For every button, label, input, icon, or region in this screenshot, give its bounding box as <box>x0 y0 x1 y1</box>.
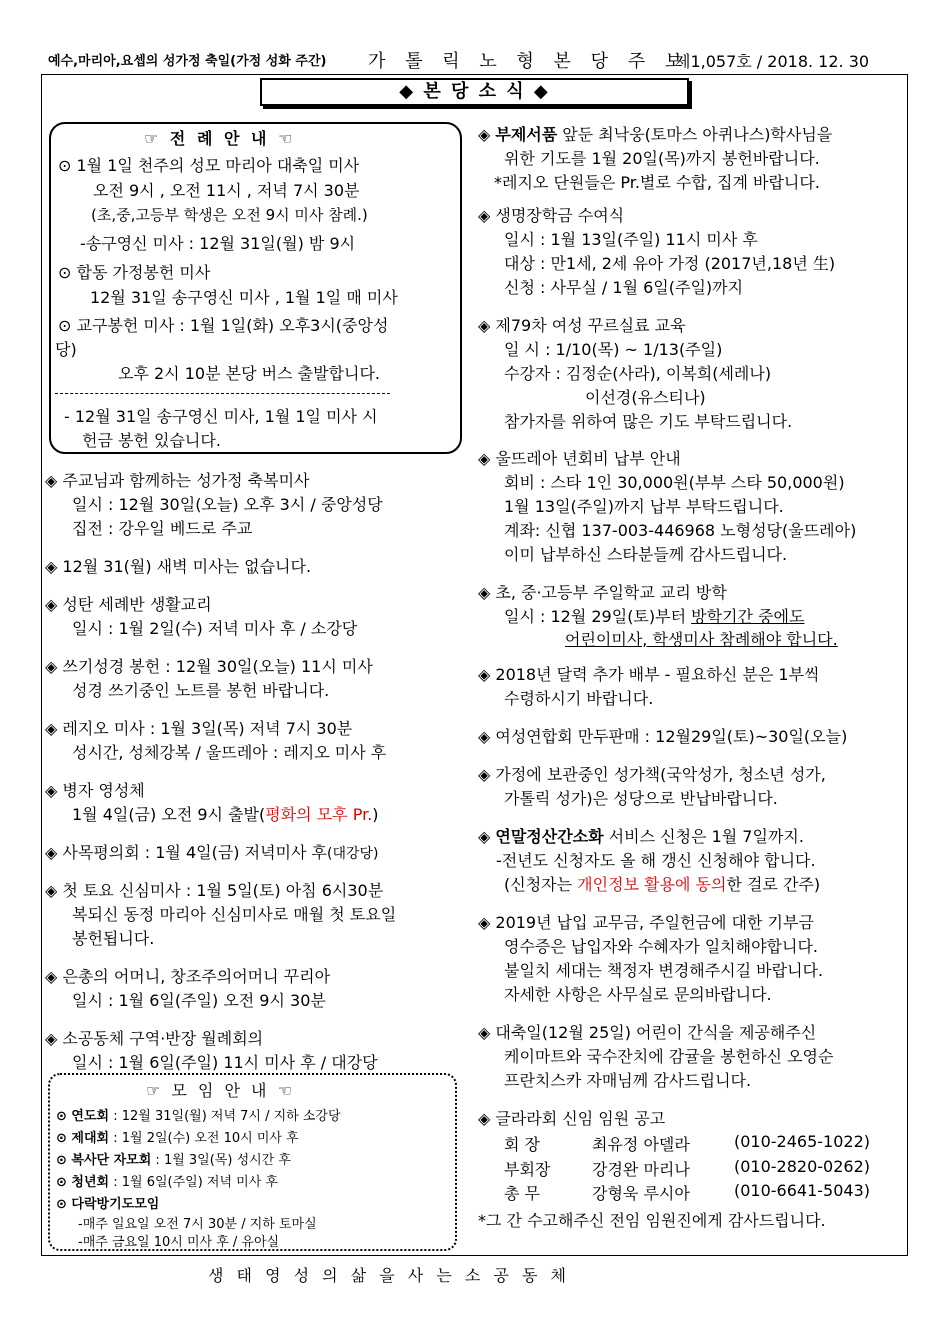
notice-title: ◈ 연말정산간소화 서비스 신청은 1월 7일까지. <box>478 827 804 846</box>
notice-text: -전년도 신청자도 올 해 갱신 신청해야 합니다. <box>496 851 816 870</box>
notice-title: ◈ 주교님과 함께하는 성가정 축복미사 <box>45 471 310 490</box>
notice-text: 이미 납부하신 스타분들께 감사드립니다. <box>504 545 788 564</box>
officer-phone: (010-2820-0262) <box>734 1157 871 1176</box>
notice-title: ◈ 은총의 어머니, 창조주의어머니 꾸리아 <box>45 967 331 986</box>
meetings-title: ☞ 모 임 안 내 ☜ <box>146 1081 295 1100</box>
notice-text: 일시 : 1월 6일(주일) 오전 9시 30분 <box>72 991 326 1010</box>
notice-title: ◈ 사목평의회 : 1월 4일(금) 저녁미사 후(대강당) <box>45 843 379 862</box>
notice-title: ◈ 소공동체 구역·반장 월례회의 <box>45 1029 264 1048</box>
notice-text: *레지오 단원들은 Pr.별로 수합, 집계 바랍니다. <box>494 173 820 192</box>
notice-text: 불일치 세대는 책정자 변경해주시길 바랍니다. <box>504 961 824 980</box>
notice-title: ◈ 레지오 미사 : 1월 3일(목) 저녁 7시 30분 <box>45 719 353 738</box>
liturgy-line: - 12월 31일 송구영신 미사, 1월 1일 미사 시 <box>64 407 378 426</box>
notice-text: 어린이미사, 학생미사 참례해야 합니다. <box>565 630 838 649</box>
notice-text: 자세한 사항은 사무실로 문의바랍니다. <box>504 985 772 1004</box>
liturgy-line: 헌금 봉헌 있습니다. <box>82 431 221 450</box>
issue-number: 제1,057호 / 2018. 12. 30 <box>675 52 870 71</box>
officer-name: 강형욱 루시아 <box>592 1184 690 1203</box>
notice-text: 일시 : 1월 6일(주일) 11시 미사 후 / 대강당 <box>72 1053 378 1072</box>
notice-text: 성시간, 성체강복 / 울뜨레아 : 레지오 미사 후 <box>72 743 387 762</box>
notice-text: 이선경(유스티나) <box>585 388 706 407</box>
notice-text: 위한 기도를 1월 20일(목)까지 봉헌바랍니다. <box>504 149 820 168</box>
notice-title: ◈ 성탄 세례반 생활교리 <box>45 595 212 614</box>
liturgy-line: ⊙ 1월 1일 천주의 성모 마리아 대축일 미사 <box>58 156 360 175</box>
notice-text: 대상 : 만1세, 2세 유아 가정 (2017년,18년 生) <box>504 254 836 273</box>
notice-text: 일시 : 12월 29일(토)부터 방학기간 중에도 <box>504 607 805 626</box>
notice-title: ◈ 대축일(12월 25일) 어린이 간식을 제공해주신 <box>478 1023 817 1042</box>
notice-text: 계좌: 신협 137-003-446968 노형성당(울뜨레아) <box>504 521 857 540</box>
liturgy-line: 오전 9시 , 오전 11시 , 저녁 7시 30분 <box>93 181 360 200</box>
notice-title: ◈ 울뜨레아 년회비 납부 안내 <box>478 449 681 468</box>
notice-text: 가톨릭 성가)은 성당으로 반납바랍니다. <box>504 789 778 808</box>
notice-title: ◈ 글라라회 신임 임원 공고 <box>478 1109 666 1128</box>
officer-name: 최유정 아델라 <box>592 1135 690 1154</box>
liturgy-line: -송구영신 미사 : 12월 31일(월) 밤 9시 <box>80 234 356 253</box>
notice-title: ◈ 초, 중·고등부 주일학교 교리 방학 <box>478 583 727 602</box>
meeting-subitem: -매주 일요일 오전 7시 30분 / 지하 토마실 <box>78 1217 317 1232</box>
notice-text: 1월 4일(금) 오전 9시 출발(평화의 모후 Pr.) <box>72 805 379 824</box>
notice-text: 수령하시기 바랍니다. <box>504 689 654 708</box>
liturgy-line: ⊙ 합동 가정봉헌 미사 <box>58 263 211 282</box>
meeting-item: ⊙ 다락방기도모임 <box>56 1197 160 1212</box>
notice-text: 일시 : 1월 13일(주일) 11시 미사 후 <box>504 230 758 249</box>
notice-text: 신청 : 사무실 / 1월 6일(주일)까지 <box>504 278 744 297</box>
officer-phone: (010-2465-1022) <box>734 1132 871 1151</box>
liturgy-line: 12월 31일 송구영신 미사 , 1월 1일 매 미사 <box>90 288 398 307</box>
notice-title: ◈ 제79차 여성 꾸르실료 교육 <box>478 316 686 335</box>
bulletin-title: 가 톨 릭 노 형 본 당 주 보 <box>368 51 690 72</box>
meeting-subitem: -매주 금요일 10시 미사 후 / 유아실 <box>78 1235 280 1250</box>
notice-text: 회비 : 스타 1인 30,000원(부부 스타 50,000원) <box>504 473 845 492</box>
divider <box>55 393 390 394</box>
notice-text: 일 시 : 1/10(목) ~ 1/13(주일) <box>504 340 723 359</box>
notice-title: ◈ 첫 토요 신심미사 : 1월 5일(토) 아침 6시30분 <box>45 881 384 900</box>
feast-title: 예수,마리아,요셉의 성가정 축일(가정 성화 주간) <box>48 54 327 69</box>
notice-text: 일시 : 1월 2일(수) 저녁 미사 후 / 소강당 <box>72 619 358 638</box>
notice-text: 1월 13일(주일)까지 납부 부탁드립니다. <box>504 497 784 516</box>
section-banner: ◆ 본 당 소 식 ◆ <box>260 78 689 106</box>
officer-phone: (010-6641-5043) <box>734 1181 871 1200</box>
notice-text: 성경 쓰기중인 노트를 봉헌 바랍니다. <box>72 681 330 700</box>
officer-role: 회 장 <box>504 1135 540 1154</box>
notice-title: ◈ 생명장학금 수여식 <box>478 206 625 225</box>
notice-title: ◈ 가정에 보관중인 성가책(국악성가, 청소년 성가, <box>478 765 826 784</box>
notice-title: ◈ 2018년 달력 추가 배부 - 필요하신 분은 1부씩 <box>478 665 820 684</box>
notice-text: 프란치스카 자매님께 감사드립니다. <box>504 1071 752 1090</box>
meeting-item: ⊙ 청년회 : 1월 6일(주일) 저녁 미사 후 <box>56 1175 278 1190</box>
notice-title: ◈ 12월 31(월) 새벽 미사는 없습니다. <box>45 557 312 576</box>
liturgy-title: ☞ 전 례 안 내 ☜ <box>144 129 296 148</box>
footer-motto: 생 태 영 성 의 삶 을 사 는 소 공 동 체 <box>208 1266 570 1285</box>
meeting-item: ⊙ 제대회 : 1월 2일(수) 오전 10시 미사 후 <box>56 1131 299 1146</box>
notice-text: *그 간 수고해주신 전임 임원진에게 감사드립니다. <box>478 1211 826 1230</box>
notice-text: 수강자 : 김정순(사라), 이복희(세레나) <box>504 364 772 383</box>
notice-text: 케이마트와 국수잔치에 감귤을 봉헌하신 오영순 <box>504 1047 834 1066</box>
officer-name: 강경완 마리나 <box>592 1160 690 1179</box>
notice-title: ◈ 병자 영성체 <box>45 781 145 800</box>
liturgy-line: 오후 2시 10분 본당 버스 출발합니다. <box>118 364 380 383</box>
notice-text: 복되신 동정 마리아 신심미사로 매월 첫 토요일 <box>72 905 397 924</box>
officer-role: 부회장 <box>504 1160 551 1179</box>
notice-text: 참가자를 위하여 많은 기도 부탁드립니다. <box>504 412 793 431</box>
notice-title: ◈ 2019년 납입 교무금, 주일헌금에 대한 기부금 <box>478 913 814 932</box>
liturgy-line: (초,중,고등부 학생은 오전 9시 미사 참례.) <box>91 206 368 224</box>
notice-title: ◈ 쓰기성경 봉헌 : 12월 30일(오늘) 11시 미사 <box>45 657 373 676</box>
notice-text: 봉헌됩니다. <box>72 929 155 948</box>
notice-text: 영수증은 납입자와 수혜자가 일치해야합니다. <box>504 937 819 956</box>
meeting-item: ⊙ 연도회 : 12월 31일(월) 저녁 7시 / 지하 소강당 <box>56 1109 341 1124</box>
notice-title: ◈ 여성연합회 만두판매 : 12월29일(토)~30일(오늘) <box>478 727 848 746</box>
notice-text: 집전 : 강우일 베드로 주교 <box>72 519 253 538</box>
meeting-item: ⊙ 복사단 자모회 : 1월 3일(목) 성시간 후 <box>56 1153 291 1168</box>
notice-title: ◈ 부제서품 앞둔 최낙웅(토마스 아퀴나스)학사님을 <box>478 125 833 144</box>
notice-text: (신청자는 개인정보 활용에 동의한 걸로 간주) <box>504 875 821 894</box>
liturgy-line: 당) <box>55 340 77 359</box>
officer-role: 총 무 <box>504 1184 540 1203</box>
notice-text: 일시 : 12월 30일(오늘) 오후 3시 / 중앙성당 <box>72 495 383 514</box>
liturgy-line: ⊙ 교구봉헌 미사 : 1월 1일(화) 오후3시(중앙성 <box>58 316 389 335</box>
